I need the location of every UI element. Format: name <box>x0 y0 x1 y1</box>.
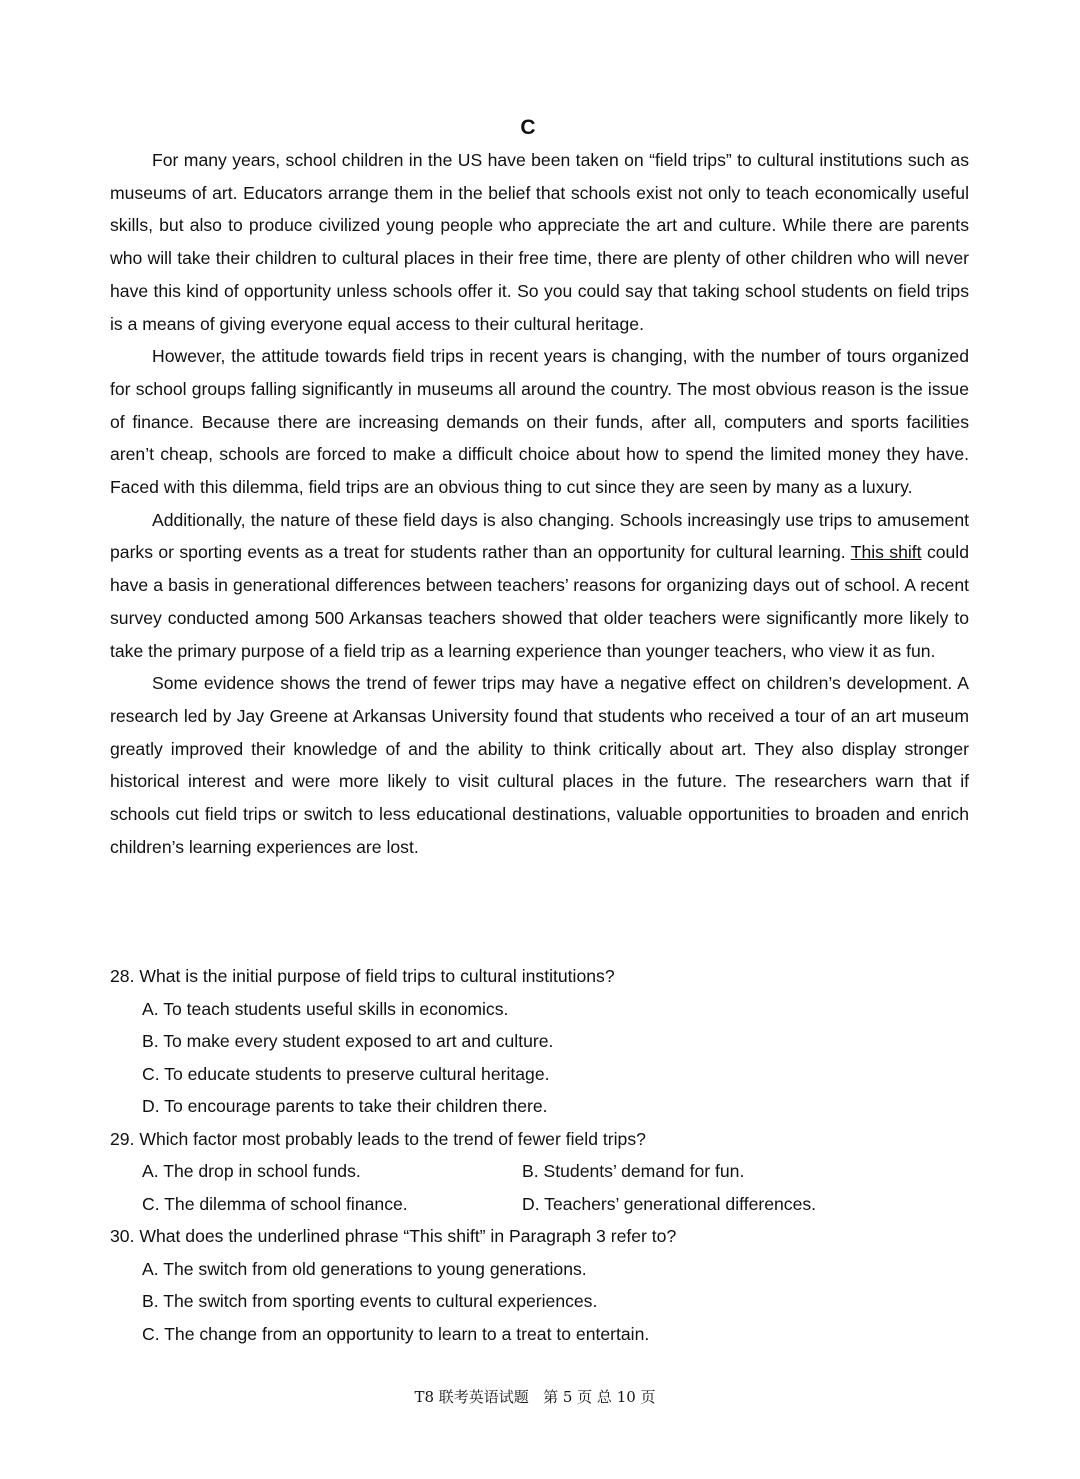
option-row <box>110 1155 970 1188</box>
option-c: C. The dilemma of school finance. <box>142 1193 408 1214</box>
question-29 <box>110 1123 970 1221</box>
option-row <box>110 1188 970 1221</box>
option-c: C. To educate students to preserve cultural heritage. <box>142 1063 550 1084</box>
question-stem: 29. Which factor most probably leads to the trend of fewer field trips? <box>110 1128 646 1149</box>
reading-passage <box>110 144 969 863</box>
question-30 <box>110 1220 970 1350</box>
option-d: D. To encourage parents to take their children there. <box>142 1096 548 1116</box>
section-title: C <box>520 116 536 139</box>
paragraph-3-text-after: could have a basis in generational differences between teachers’ reasons for organizing days out of school. A recent survey conducted among 500 Arkansas teachers showed that older teachers were significantly more likely to take the primary purpose of a field trip as a learning experience than younger teachers, who view it as fun. <box>110 542 969 661</box>
passage-paragraph-1: For many years, school children in the US have been taken on “field trips” to cultural institutions such as museums of art. Educators arrange them in the belief that schools exist not only to teach economically useful skills, but also to produce civilized young people who appreciate the art and culture. While there are parents who will take their children to cultural places in their free time, there are plenty of other children who will never have this kind of opportunity unless schools offer it. So you could say that taking school students on field trips is a means of giving everyone equal access to their cultural heritage. <box>110 150 969 334</box>
underlined-phrase: This shift <box>850 542 922 563</box>
option-b: B. To make every student exposed to art and culture. <box>142 1031 554 1051</box>
option-c: C. The change from an opportunity to learn to a treat to entertain. <box>142 1323 650 1344</box>
page-footer: T8 联考英语试题 第 5 页 总 10 页 <box>414 1388 656 1406</box>
option-a: A. The switch from old generations to young generations. <box>142 1258 587 1279</box>
option-d: D. Teachers’ generational differences. <box>522 1193 817 1214</box>
paragraph-3-text-before: Additionally, the nature of these field days is also changing. Schools increasingly use trips to amusement parks or sporting events as a treat for students rather than an opportunity for cultural learning. <box>110 509 969 563</box>
passage-paragraph-2: However, the attitude towards field trips in recent years is changing, with the number of tours organized for school groups falling significantly in museums all around the country. The most obvious reason is the issue of finance. Because there are increasing demands on their funds, after all, computers and sports facilities aren’t cheap, schools are forced to make a difficult choice about how to spend the limited money they have. Faced with this dilemma, field trips are an obvious thing to cut since they are seen by many as a luxury. <box>110 346 969 498</box>
option-b: B. The switch from sporting events to cultural experiences. <box>142 1291 598 1311</box>
option-a: A. The drop in school funds. <box>142 1161 361 1181</box>
question-list <box>110 960 970 1350</box>
question-stem: 30. What does the underlined phrase “This shift” in Paragraph 3 refer to? <box>110 1226 677 1246</box>
passage-paragraph-3 <box>110 504 969 668</box>
passage-paragraph-4: Some evidence shows the trend of fewer trips may have a negative effect on children’s development. A research led by Jay Greene at Arkansas University found that students who received a tour of an art museum greatly improved their knowledge of and the ability to think critically about art. They also display stronger historical interest and were more likely to visit cultural places in the future. The researchers warn that if schools cut field trips or switch to less educational destinations, valuable opportunities to broaden and enrich children’s learning experiences are lost. <box>110 673 969 857</box>
question-28 <box>110 960 970 1123</box>
option-a: A. To teach students useful skills in economics. <box>142 998 509 1019</box>
question-stem: 28. What is the initial purpose of field trips to cultural institutions? <box>110 966 615 986</box>
option-b: B. Students’ demand for fun. <box>522 1161 745 1181</box>
